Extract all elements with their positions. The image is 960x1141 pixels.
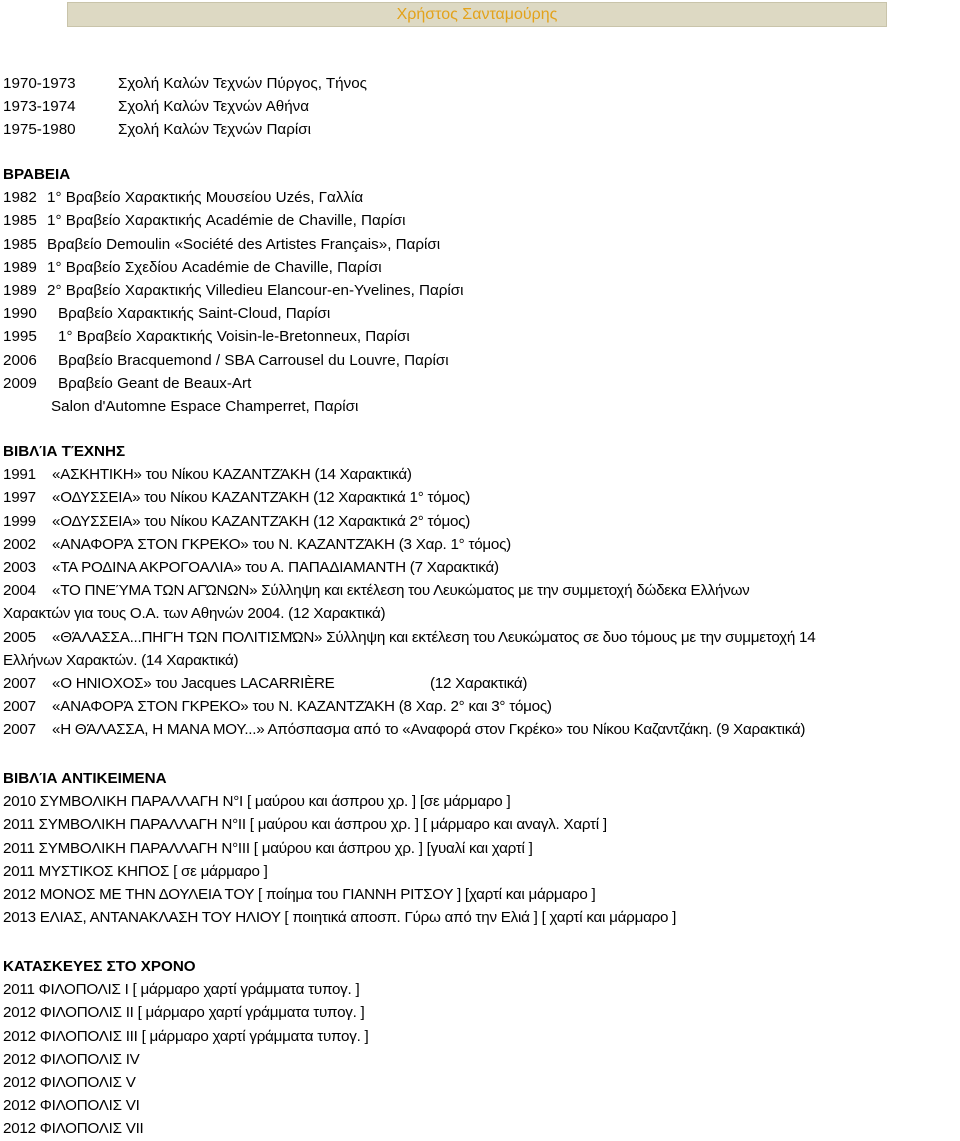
book-text: «ΑΝΑΦΟΡΆ ΣΤΟΝ ΓΚΡΕΚΟ» του Ν. ΚΑΖΑΝΤΖΆΚΗ (8 Χαρ. 2° και 3° τόμος) [52, 698, 552, 716]
book-row [3, 533, 815, 556]
book-row [3, 556, 815, 579]
award-extra: Salon d'Automne Espace Champerret, Παρίσι [51, 397, 359, 415]
book-object-row: 2011 ΣΥΜΒΟΛΙΚΗ ΠΑΡΑΛΛΑΓΗ N°II [ μαύρου και άσπρου χρ. ] [ μάρμαρο και αναγλ. Χαρτί ] [3, 816, 607, 834]
book-row [3, 463, 815, 486]
award-row [3, 233, 464, 256]
book-year: 1999 [3, 512, 36, 530]
book-text: «ΑΣΚΗΤΙΚΗ» του Νίκου ΚΑΖΑΝΤΖΆΚΗ (14 Χαρακτικά) [52, 466, 412, 484]
award-row [3, 349, 464, 372]
book-text: «ΟΔΥΣΣΕΙΑ» του Νίκου ΚΑΖΑΝΤΖΆΚΗ (12 Χαρακτικά 2° τόμος) [52, 512, 471, 530]
book-row [3, 626, 815, 649]
award-year: 1995 [3, 328, 37, 346]
award-row [3, 325, 464, 348]
book-row [3, 579, 815, 602]
award-row [3, 279, 464, 302]
studies-text: Σχολή Καλών Τεχνών Πύργος, Τήνος [118, 75, 367, 92]
book-text: «ΤΑ ΡΟΔΙΝΑ ΑΚΡΟΓΟΑΛΙΑ» του Α. ΠΑΠΑΔΙΑΜΑΝΤΗ (7 Χαρακτικά) [52, 558, 499, 576]
award-row [3, 256, 464, 279]
book-year: 2007 [3, 674, 36, 692]
award-row [3, 372, 464, 395]
award-text: 2° Βραβείο Χαρακτικής Villedieu Elancour-en-Yvelines, Παρίσι [47, 281, 464, 299]
construction-row: 2012 ΦΙΛΟΠΟΛΙΣ VII [3, 1120, 144, 1138]
studies-row [3, 72, 367, 95]
studies-text: Σχολή Καλών Τεχνών Αθήνα [118, 98, 310, 116]
construction-row: 2012 ΦΙΛΟΠΟΛΙΣ IV [3, 1050, 140, 1068]
award-text: Βραβείο Bracquemond / SBA Carrousel du Louvre, Παρίσι [58, 351, 449, 369]
book-row [3, 486, 815, 509]
book-row-continued: Χαρακτών για τους Ο.Α. των Αθηνών 2004. (12 Χαρακτικά) [3, 605, 386, 623]
book-year: 2007 [3, 721, 36, 739]
book-objects-section [3, 767, 676, 929]
award-row [3, 209, 464, 232]
book-object-row: 2013 ΕΛΙΑΣ, ΑΝΤΑΝΑΚΛΑΣΗ ΤΟΥ ΗΛΙΟΥ [ ποιητικά αποσπ. Γύρω από την Ελιά ] [ χαρτί και μάρμαρο ] [3, 909, 677, 927]
book-object-row: 2012 ΜΟΝΟΣ ΜΕ ΤΗΝ ΔΟΥΛΕΙΑ ΤΟΥ [ ποίημα του ΓΙΑΝΝΗ ΡΙΤΣΟΥ ] [χαρτί και μάρμαρο ] [3, 885, 596, 903]
book-year: 2007 [3, 698, 36, 716]
book-text: «Ο ΗΝΙΟΧΟΣ» του Jacques LACARRIÈRE [52, 674, 335, 692]
award-year: 2009 [3, 374, 37, 392]
book-year: 2005 [3, 628, 36, 646]
construction-row: 2012 ΦΙΛΟΠΟΛΙΣ III [ μάρμαρο χαρτί γράμματα τυπογ. ] [3, 1027, 369, 1045]
award-year: 1989 [3, 281, 37, 299]
page-title: Χρήστος Σανταμούρης [67, 2, 887, 27]
studies-year: 1973-1974 [3, 98, 76, 116]
construction-row: 2012 ΦΙΛΟΠΟΛΙΣ II [ μάρμαρο χαρτί γράμματα τυπογ. ] [3, 1004, 365, 1022]
award-year: 1989 [3, 258, 37, 276]
constructions-section [3, 955, 369, 1141]
award-year: 2006 [3, 351, 37, 369]
award-year: 1982 [3, 189, 37, 207]
book-object-row: 2011 ΣΥΜΒΟΛΙΚΗ ΠΑΡΑΛΛΑΓΗ N°III [ μαύρου και άσπρου χρ. ] [γυαλί και χαρτί ] [3, 839, 533, 857]
studies-year: 1970-1973 [3, 75, 76, 92]
book-year: 2003 [3, 558, 36, 576]
studies-text: Σχολή Καλών Τεχνών Παρίσι [118, 121, 311, 139]
award-row [3, 302, 464, 325]
award-row [3, 186, 464, 209]
book-note: (12 Χαρακτικά) [430, 674, 528, 692]
artist-books-section [3, 440, 815, 741]
construction-row: 2011 ΦΙΛΟΠΟΛΙΣ I [ μάρμαρο χαρτί γράμματα τυπογ. ] [3, 981, 360, 999]
award-text: 1° Βραβείο Χαρακτικής Voisin-le-Bretonneux, Παρίσι [58, 328, 410, 346]
book-text: «Η ΘΆΛΑΣΣΑ, Η ΜΑΝΑ ΜΟΥ...» Απόσπασμα από το «Αναφορά στον Γκρέκο» του Νίκου Καζαντζάκη. (9 Χαρακτικά) [52, 721, 806, 739]
book-object-row: 2010 ΣΥΜΒΟΛΙΚΗ ΠΑΡΑΛΛΑΓΗ N°I [ μαύρου και άσπρου χρ. ] [σε μάρμαρο ] [3, 793, 511, 811]
award-text: 1° Βραβείο Χαρακτικής Académie de Chaville, Παρίσι [47, 212, 406, 230]
book-row-continued: Ελλήνων Χαρακτών. (14 Χαρακτικά) [3, 651, 239, 669]
book-text: «ΘΆΛΑΣΣΑ...ΠΗΓΉ ΤΩΝ ΠΟΛΙΤΙΣΜΏΝ» Σύλληψη και εκτέλεση του Λευκώματος σε δυο τόμους με την συμμετοχή 14 [52, 628, 816, 646]
award-text: 1° Βραβείο Χαρακτικής Μουσείου Uzés, Γαλλία [47, 189, 364, 207]
book-text: «ΟΔΥΣΣΕΙΑ» του Νίκου ΚΑΖΑΝΤΖΆΚΗ (12 Χαρακτικά 1° τόμος) [52, 489, 471, 507]
award-year: 1985 [3, 212, 37, 230]
studies-section [3, 72, 367, 142]
book-row [3, 695, 815, 718]
book-row [3, 672, 815, 695]
construction-row: 2012 ΦΙΛΟΠΟΛΙΣ V [3, 1073, 136, 1091]
studies-row [3, 95, 367, 118]
awards-heading: ΒΡΑΒΕΙΑ [3, 166, 71, 183]
constructions-heading: ΚΑΤΑΣΚΕΥΕΣ ΣΤΟ ΧΡΟΝΟ [3, 958, 196, 975]
book-year: 1991 [3, 466, 36, 484]
book-row [3, 510, 815, 533]
book-year: 2002 [3, 535, 36, 553]
construction-row: 2012 ΦΙΛΟΠΟΛΙΣ VI [3, 1097, 140, 1115]
awards-section [3, 163, 464, 418]
artist-books-heading: ΒΙΒΛΊΑ ΤΈΧΝΗΣ [3, 443, 126, 460]
award-year: 1990 [3, 305, 37, 323]
book-row [3, 718, 815, 741]
book-year: 1997 [3, 489, 36, 507]
award-year: 1985 [3, 235, 37, 253]
award-text: Βραβείο Demoulin «Société des Artistes Français», Παρίσι [47, 235, 441, 253]
book-objects-heading: ΒΙΒΛΊΑ ΑΝΤΙΚΕΙΜΕΝΑ [3, 770, 167, 787]
book-object-row: 2011 ΜΥΣΤΙΚΟΣ ΚΗΠΟΣ [ σε μάρμαρο ] [3, 862, 268, 880]
studies-row [3, 118, 367, 141]
award-text: 1° Βραβείο Σχεδίου Académie de Chaville, Παρίσι [47, 258, 382, 276]
studies-year: 1975-1980 [3, 121, 76, 139]
award-text: Βραβείο Geant de Beaux-Art [58, 374, 252, 392]
book-text: «ΑΝΑΦΟΡΆ ΣΤΟΝ ΓΚΡΕΚΟ» του Ν. ΚΑΖΑΝΤΖΆΚΗ (3 Χαρ. 1° τόμος) [52, 535, 511, 553]
award-text: Βραβείο Χαρακτικής Saint-Cloud, Παρίσι [58, 305, 331, 323]
book-text: «ΤΟ ΠΝΕΎΜΑ ΤΩΝ ΑΓΏΝΩΝ» Σύλληψη και εκτέλεση του Λευκώματος με την συμμετοχή δώδεκα Ελλήνων [52, 582, 750, 600]
book-year: 2004 [3, 582, 36, 600]
